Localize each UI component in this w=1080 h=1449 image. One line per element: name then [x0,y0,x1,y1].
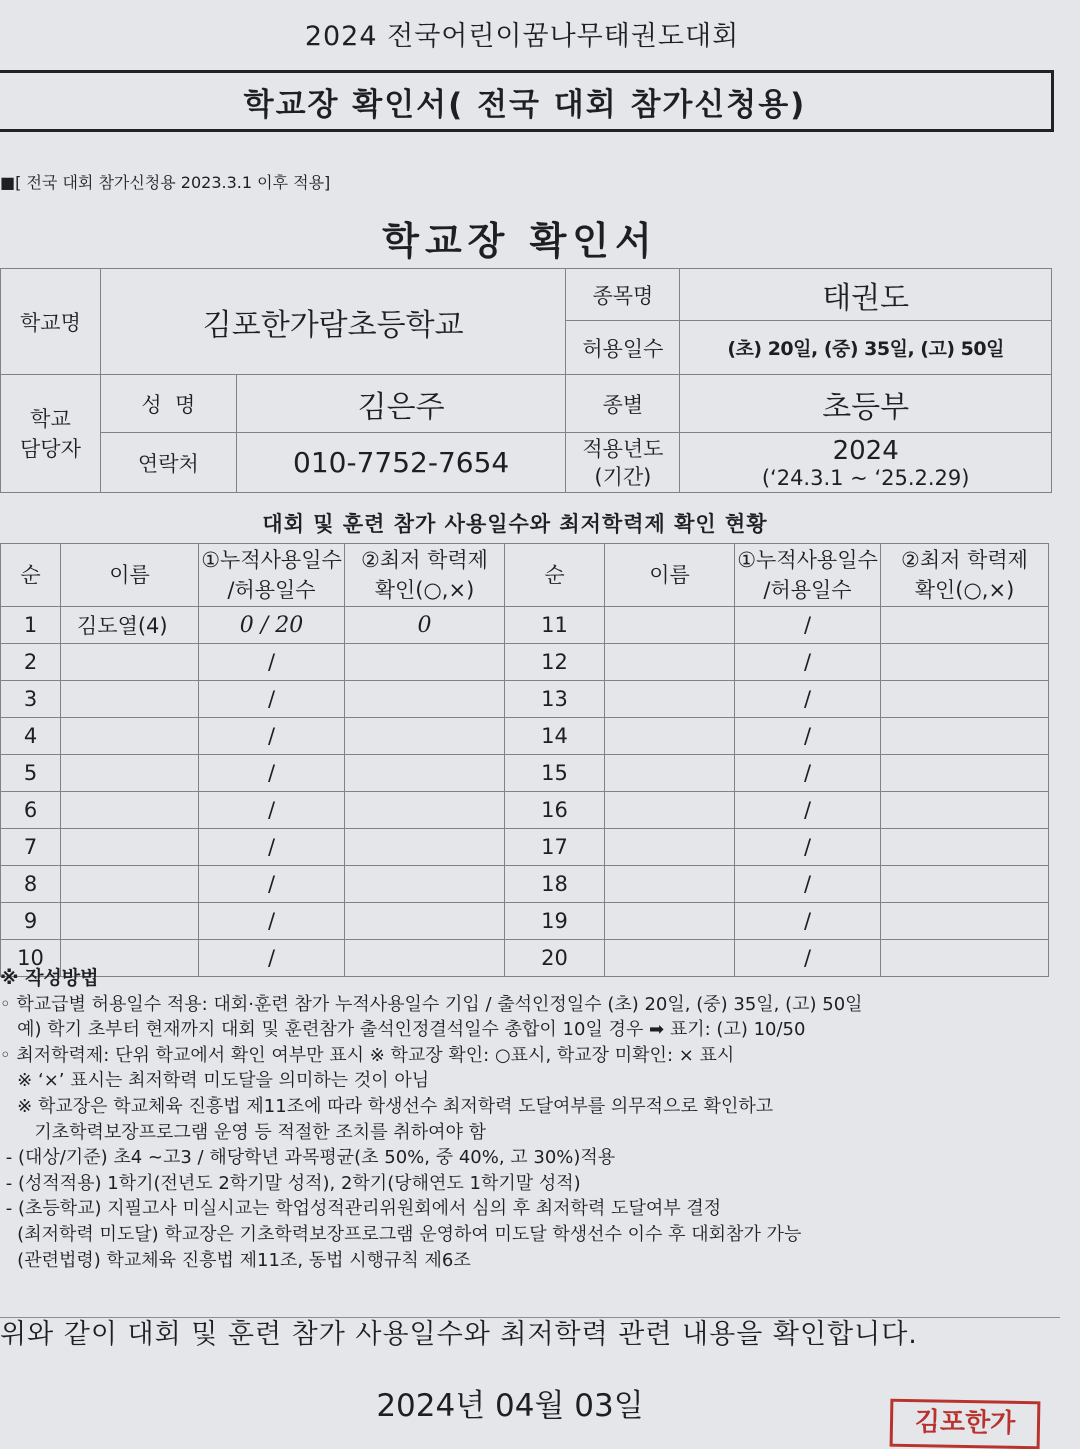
writing-method [0,966,1060,1273]
row-academic-check-2 [881,792,1049,829]
row-days: 0 / 20 [199,607,345,644]
row-no: 10 [1,940,61,977]
row-academic-check-2 [881,644,1049,681]
header-days-2: ①누적사용일수 /허용일수 [735,544,881,607]
method-line: 기초학력보장프로그램 운영 등 적절한 조치를 취하여야 함 [0,1121,486,1143]
row-days-2: / [735,829,881,866]
method-line: ※ ‘×’ 표시는 최저학력 미도달을 의미하는 것이 아님 [0,1070,430,1092]
row-days: / [199,792,345,829]
row-no-2: 20 [505,940,605,977]
row-name-2 [605,644,735,681]
allowed-days-value: (초) 20일, (중) 35일, (고) 50일 [680,321,1052,375]
allowed-days-label: 허용일수 [566,321,680,375]
event-title: 2024 전국어린이꿈나무태권도대회 [304,21,740,52]
row-name-2 [605,607,735,644]
row-no: 1 [1,607,61,644]
row-no: 3 [1,681,61,718]
table-row [1,718,1049,755]
confirm-date: 2024년 04월 03일 [376,1388,644,1424]
usage-table [0,543,1049,977]
sport-value: 태권도 [680,269,1052,321]
row-no: 9 [1,903,61,940]
method-heading: ※ 작성방법 [0,967,99,989]
manager-name: 김은주 [236,375,566,433]
table-row [1,755,1049,792]
method-line: (관련법령) 학교체육 진흥법 제11조, 동법 시행규칙 제6조 [0,1249,471,1271]
table-row [1,829,1049,866]
table-row [1,681,1049,718]
row-name-2 [605,681,735,718]
row-no-2: 19 [505,903,605,940]
row-name [61,866,199,903]
row-name-2 [605,792,735,829]
application-notice: ■[ 전국 대회 참가신청용 2023.3.1 이후 적용] [0,173,331,192]
row-no-2: 18 [505,866,605,903]
row-days-2: / [735,607,881,644]
row-academic-check [345,755,505,792]
row-academic-check [345,792,505,829]
row-days: / [199,755,345,792]
row-days-2: / [735,681,881,718]
row-name [61,718,199,755]
school-seal-stamp: 김포한가 [890,1399,1041,1449]
header-name-2: 이름 [605,544,735,607]
row-academic-check-2 [881,903,1049,940]
row-days: / [199,644,345,681]
row-name: 김도열(4) [61,607,199,644]
method-line: - (대상/기준) 초4 ~고3 / 해당학년 과목평균(초 50%, 중 40%, 고 30%)적용 [0,1147,616,1169]
row-academic-check: 0 [345,607,505,644]
method-line: - (초등학교) 지필고사 미실시교는 학업성적관리위원회에서 심의 후 최저학력 도달여부 결정 [0,1198,722,1220]
row-academic-check [345,718,505,755]
row-no-2: 14 [505,718,605,755]
sport-label: 종목명 [566,269,680,321]
row-academic-check-2 [881,607,1049,644]
document-title: 학교장 확인서 [382,219,658,263]
row-academic-check-2 [881,681,1049,718]
row-days: / [199,866,345,903]
table-row [1,644,1049,681]
header-days: ①누적사용일수 /허용일수 [199,544,345,607]
row-days-2: / [735,644,881,681]
table-header-row [1,544,1049,607]
banner-title: 학교장 확인서( 전국 대회 참가신청용) [0,70,1054,132]
header-name: 이름 [61,544,199,607]
row-name-2 [605,718,735,755]
method-line: (최저학력 미도달) 학교장은 기초학력보장프로그램 운영하여 미도달 학생선수 이수 후 대회참가 가능 [0,1223,802,1245]
method-line: ※ 학교장은 학교체육 진흥법 제11조에 따라 학생선수 최저학력 도달여부를 의무적으로 확인하고 [0,1095,774,1117]
row-no-2: 15 [505,755,605,792]
row-academic-check [345,903,505,940]
row-name [61,792,199,829]
row-academic-check-2 [881,829,1049,866]
year-label: 적용년도 (기간) [566,433,680,493]
table-row [1,866,1049,903]
row-name-2 [605,866,735,903]
contact-value: 010-7752-7654 [236,433,566,493]
row-no: 4 [1,718,61,755]
row-days-2: / [735,940,881,977]
row-no: 5 [1,755,61,792]
confirm-statement: 위와 같이 대회 및 훈련 참가 사용일수와 최저학력 관련 내용을 확인합니다. [0,1319,918,1350]
table-row [1,903,1049,940]
row-no: 2 [1,644,61,681]
table-row [1,607,1049,644]
school-name: 김포한가람초등학교 [100,269,566,375]
school-label: 학교명 [1,269,101,375]
row-no-2: 13 [505,681,605,718]
row-days: / [199,681,345,718]
year-cell [680,433,1052,493]
row-days: / [199,903,345,940]
header-no-2: 순 [505,544,605,607]
method-line: ◦ 최저학력제: 단위 학교에서 확인 여부만 표시 ※ 학교장 확인: ○표시, 학교장 미확인: × 표시 [0,1044,735,1066]
row-no: 7 [1,829,61,866]
method-line: ◦ 학교급별 허용일수 적용: 대회·훈련 참가 누적사용일수 기입 / 출석인정일수 (초) 20일, (중) 35일, (고) 50일 [0,993,863,1015]
row-days: / [199,829,345,866]
row-no-2: 12 [505,644,605,681]
row-name-2 [605,903,735,940]
row-academic-check [345,644,505,681]
row-name [61,829,199,866]
row-no: 8 [1,866,61,903]
division-value: 초등부 [680,375,1052,433]
row-no-2: 17 [505,829,605,866]
table-row [1,792,1049,829]
row-academic-check [345,681,505,718]
row-days-2: / [735,903,881,940]
status-subtitle: 대회 및 훈련 참가 사용일수와 최저학력제 확인 현황 [262,512,768,536]
row-academic-check-2 [881,866,1049,903]
row-no-2: 11 [505,607,605,644]
row-days-2: / [735,755,881,792]
method-line: 예) 학기 초부터 현재까지 대회 및 훈련참가 출석인정결석일수 총합이 10일 경우 ➡ 표기: (고) 10/50 [0,1019,806,1041]
contact-label: 연락처 [100,433,236,493]
row-academic-check-2 [881,718,1049,755]
row-days-2: / [735,866,881,903]
header-academic-2: ②최저 학력제 확인(○,×) [881,544,1049,607]
row-name [61,681,199,718]
manager-label: 학교 담당자 [1,375,101,493]
name-label: 성 명 [100,375,236,433]
row-days: / [199,718,345,755]
row-no: 6 [1,792,61,829]
year-period: (‘24.3.1 ~ ‘25.2.29) [761,465,970,490]
row-days-2: / [735,792,881,829]
year-value: 2024 [832,435,899,466]
division-label: 종별 [566,375,680,433]
row-name-2 [605,755,735,792]
header-academic: ②최저 학력제 확인(○,×) [345,544,505,607]
method-line: - (성적적용) 1학기(전년도 2학기말 성적), 2학기(당해연도 1학기말 성적) [0,1172,581,1194]
row-name [61,755,199,792]
info-table [0,268,1052,493]
row-name-2 [605,829,735,866]
row-days: / [199,940,345,977]
row-name [61,903,199,940]
header-no: 순 [1,544,61,607]
row-no-2: 16 [505,792,605,829]
row-academic-check [345,866,505,903]
row-name [61,644,199,681]
row-days-2: / [735,718,881,755]
row-academic-check [345,829,505,866]
row-academic-check-2 [881,755,1049,792]
